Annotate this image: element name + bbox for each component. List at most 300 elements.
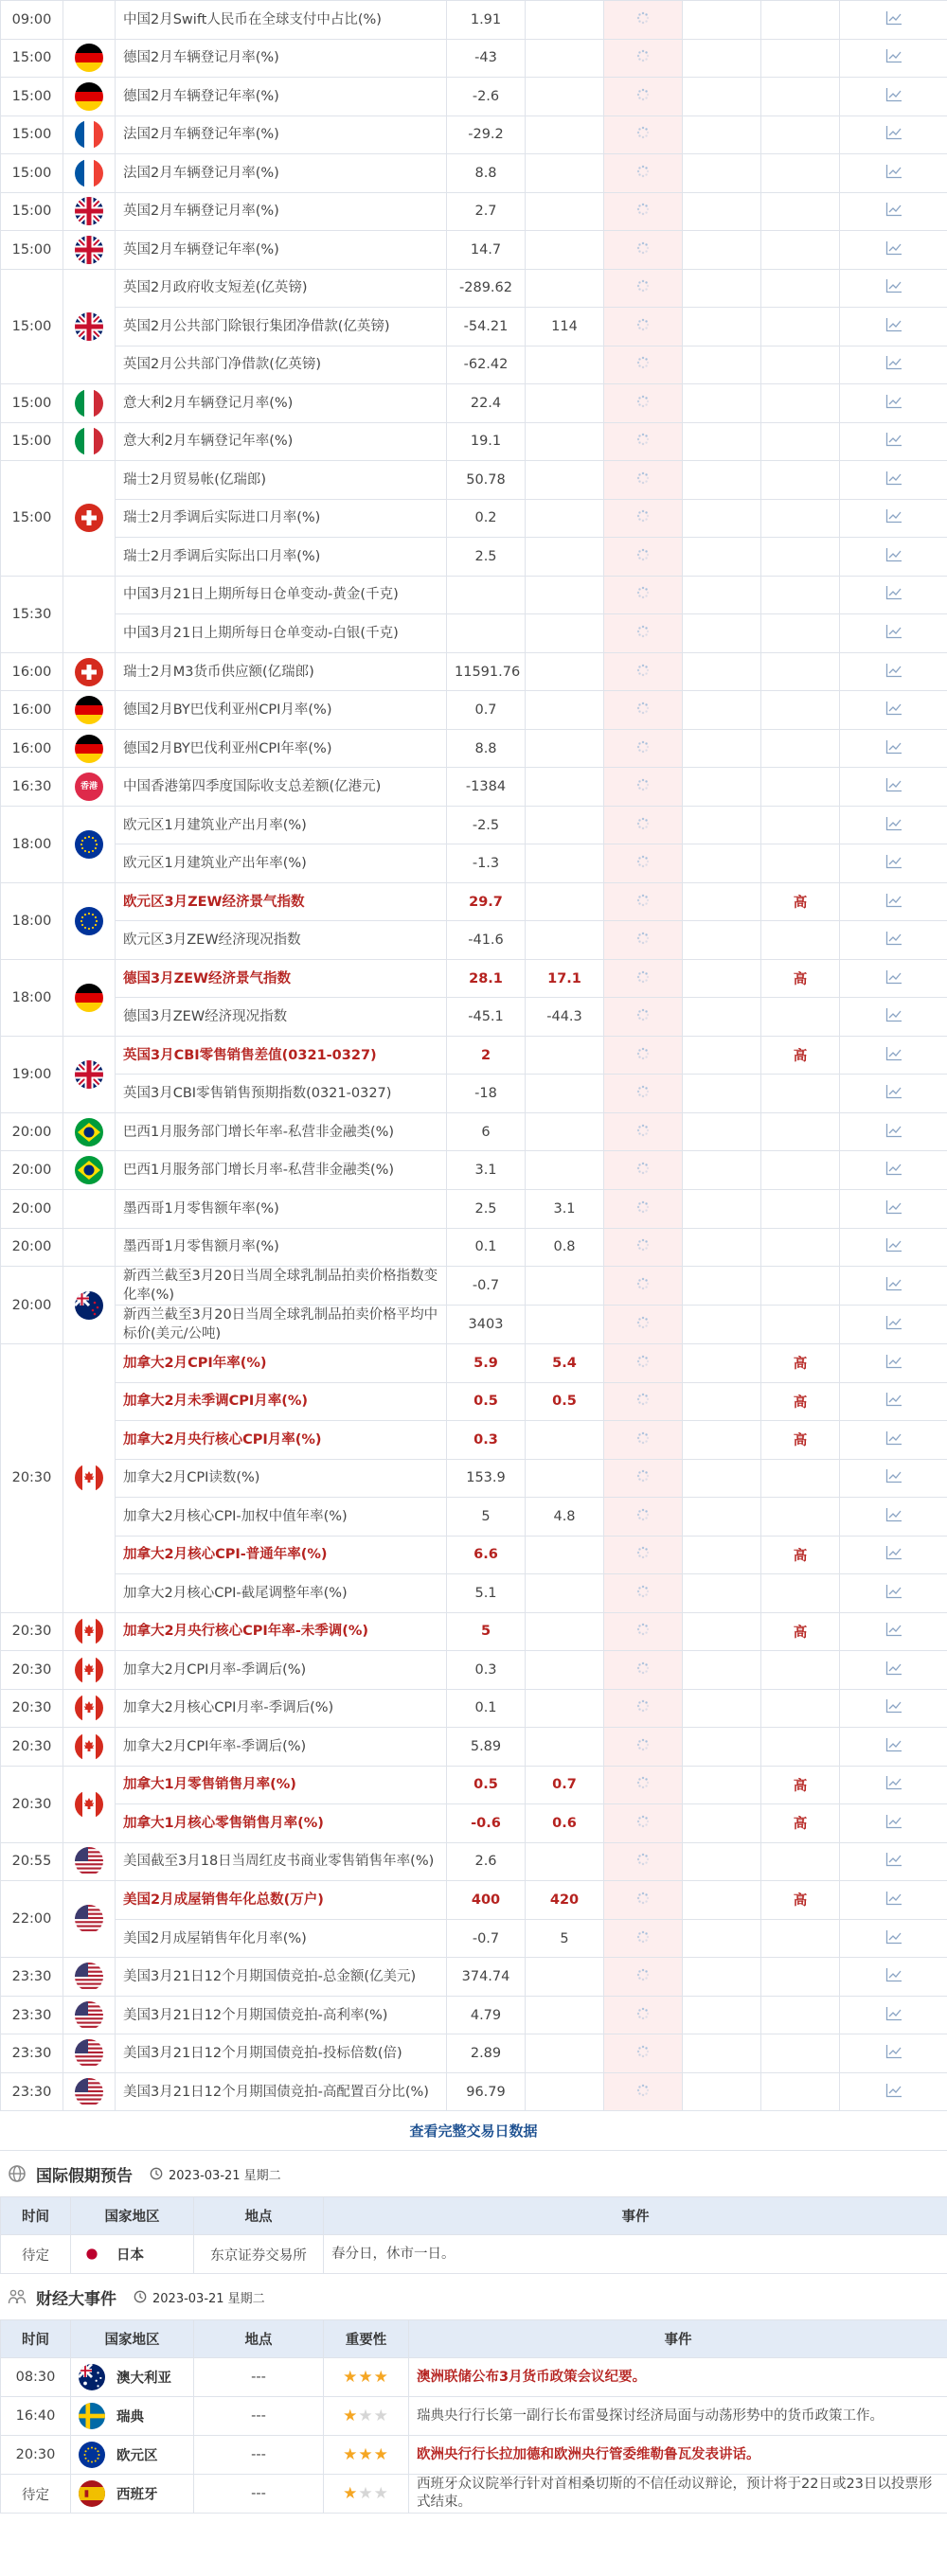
- loading-spinner-icon: [635, 624, 651, 643]
- calendar-row[interactable]: [1, 1536, 947, 1574]
- calendar-row[interactable]: [1, 959, 947, 998]
- calendar-row[interactable]: [1, 691, 947, 730]
- chart-link[interactable]: [840, 384, 947, 423]
- loading-spinner-icon: [635, 1622, 651, 1641]
- indicator-name[interactable]: 加拿大1月零售销售月率(%): [116, 1766, 447, 1804]
- chart-link[interactable]: [840, 231, 947, 270]
- indicator-name[interactable]: 加拿大1月核心零售销售月率(%): [116, 1804, 447, 1843]
- country-flag: [63, 1228, 116, 1267]
- actual-value-loading: [604, 2034, 683, 2073]
- indicator-name[interactable]: 法国2月车辆登记月率(%): [116, 154, 447, 193]
- loading-spinner-icon: [635, 87, 651, 106]
- line-chart-icon[interactable]: [885, 854, 902, 873]
- indicator-name[interactable]: 美国2月成屋销售年化月率(%): [116, 1919, 447, 1958]
- chart-link[interactable]: [840, 499, 947, 538]
- event-place: ---: [194, 2475, 324, 2514]
- indicator-name[interactable]: 意大利2月车辆登记月率(%): [116, 384, 447, 423]
- chart-link[interactable]: [840, 691, 947, 730]
- chart-link[interactable]: [840, 2072, 947, 2111]
- chart-link[interactable]: [840, 729, 947, 768]
- calendar-row[interactable]: [1, 2072, 947, 2111]
- calendar-row[interactable]: [1, 998, 947, 1037]
- calendar-row[interactable]: [1, 1151, 947, 1190]
- flag-us-icon: [75, 2001, 103, 2030]
- previous-value: -45.1: [447, 998, 526, 1037]
- chart-link[interactable]: [840, 1996, 947, 2034]
- indicator-name[interactable]: 德国2月BY巴伐利亚州CPI月率(%): [116, 691, 447, 730]
- forecast-value: [526, 1689, 604, 1728]
- chart-link[interactable]: [840, 1267, 947, 1306]
- chart-link[interactable]: [840, 1804, 947, 1843]
- loading-spinner-icon: [635, 1967, 651, 1986]
- country-flag: [63, 652, 116, 691]
- calendar-row[interactable]: [1, 1306, 947, 1344]
- chart-link[interactable]: [840, 1919, 947, 1958]
- indicator-name[interactable]: 美国3月21日12个月期国债竞拍-总金额(亿美元): [116, 1958, 447, 1997]
- actual-value-loading: [604, 729, 683, 768]
- chart-link[interactable]: [840, 998, 947, 1037]
- chart-link[interactable]: [840, 959, 947, 998]
- calendar-row[interactable]: [1, 1075, 947, 1113]
- line-chart-icon[interactable]: [885, 777, 902, 796]
- forecast-value: [526, 538, 604, 577]
- calendar-row[interactable]: [1, 1228, 947, 1267]
- importance-level: [761, 78, 840, 116]
- forecast-value: 114: [526, 308, 604, 346]
- line-chart-icon[interactable]: [885, 1698, 902, 1717]
- chart-link[interactable]: [840, 1344, 947, 1383]
- line-chart-icon[interactable]: [885, 1123, 902, 1142]
- indicator-name[interactable]: 欧元区1月建筑业产出年率(%): [116, 844, 447, 883]
- previous-value: 153.9: [447, 1459, 526, 1498]
- impact-cell: [683, 115, 761, 154]
- chart-link[interactable]: [840, 1766, 947, 1804]
- forecast-value: [526, 691, 604, 730]
- calendar-row[interactable]: [1, 78, 947, 116]
- chart-link[interactable]: [840, 2034, 947, 2073]
- calendar-row[interactable]: [1, 384, 947, 423]
- line-chart-icon[interactable]: [885, 1237, 902, 1256]
- loading-spinner-icon: [635, 125, 651, 144]
- calendar-row[interactable]: [1, 806, 947, 844]
- calendar-row[interactable]: [1, 1881, 947, 1920]
- line-chart-icon[interactable]: [885, 471, 902, 489]
- line-chart-icon[interactable]: [885, 701, 902, 720]
- indicator-name[interactable]: 英国2月车辆登记年率(%): [116, 231, 447, 270]
- indicator-name[interactable]: 美国截至3月18日当周红皮书商业零售销售年率(%): [116, 1842, 447, 1881]
- line-chart-icon[interactable]: [885, 508, 902, 527]
- indicator-name[interactable]: 德国2月BY巴伐利亚州CPI年率(%): [116, 729, 447, 768]
- chart-link[interactable]: [840, 1228, 947, 1267]
- chart-link[interactable]: [840, 1612, 947, 1651]
- indicator-name[interactable]: 英国2月公共部门净借款(亿英镑): [116, 346, 447, 384]
- calendar-row[interactable]: [1, 1842, 947, 1881]
- calendar-row[interactable]: [1, 1919, 947, 1958]
- forecast-value: [526, 1, 604, 40]
- chart-link[interactable]: [840, 1651, 947, 1690]
- calendar-row[interactable]: [1, 1382, 947, 1421]
- column-header: 国家地区: [71, 2320, 194, 2358]
- calendar-row[interactable]: [1, 538, 947, 577]
- previous-value: [447, 614, 526, 653]
- loading-spinner-icon: [635, 1698, 651, 1717]
- indicator-name[interactable]: 美国3月21日12个月期国债竞拍-高利率(%): [116, 1996, 447, 2034]
- country-flag: [63, 1651, 116, 1690]
- chart-link[interactable]: [840, 1421, 947, 1460]
- line-chart-icon[interactable]: [885, 125, 902, 144]
- indicator-name[interactable]: 英国3月CBI零售销售差值(0321-0327): [116, 1036, 447, 1075]
- calendar-row[interactable]: [1, 1459, 947, 1498]
- indicator-name[interactable]: 巴西1月服务部门增长年率-私营非金融类(%): [116, 1112, 447, 1151]
- chart-link[interactable]: [840, 1306, 947, 1344]
- chart-link[interactable]: [840, 39, 947, 78]
- chart-link[interactable]: [840, 1958, 947, 1997]
- line-chart-icon[interactable]: [885, 1507, 902, 1526]
- loading-spinner-icon: [635, 355, 651, 374]
- line-chart-icon[interactable]: [885, 1775, 902, 1794]
- indicator-name[interactable]: 德国2月车辆登记月率(%): [116, 39, 447, 78]
- calendar-row[interactable]: [1, 1766, 947, 1804]
- chart-link[interactable]: [840, 1459, 947, 1498]
- line-chart-icon[interactable]: [885, 1967, 902, 1986]
- forecast-value: [526, 2072, 604, 2111]
- line-chart-icon[interactable]: [885, 1276, 902, 1295]
- previous-value: 1.91: [447, 1, 526, 40]
- line-chart-icon[interactable]: [885, 1199, 902, 1218]
- line-chart-icon[interactable]: [885, 278, 902, 297]
- forecast-value: [526, 384, 604, 423]
- impact-cell: [683, 192, 761, 231]
- indicator-name[interactable]: 加拿大2月CPI读数(%): [116, 1459, 447, 1498]
- calendar-row[interactable]: [1, 768, 947, 807]
- line-chart-icon[interactable]: [885, 663, 902, 682]
- calendar-row[interactable]: [1, 39, 947, 78]
- event-time: 16:30: [1, 768, 63, 807]
- indicator-name[interactable]: 新西兰截至3月20日当周全球乳制品拍卖价格平均中标价(美元/公吨): [116, 1306, 447, 1344]
- indicator-name[interactable]: 中国3月21日上期所每日仓单变动-黄金(千克): [116, 576, 447, 614]
- calendar-row[interactable]: [1, 1728, 947, 1767]
- chart-link[interactable]: [840, 154, 947, 193]
- chart-link[interactable]: [840, 1842, 947, 1881]
- calendar-row[interactable]: [1, 231, 947, 270]
- previous-value: -289.62: [447, 269, 526, 308]
- indicator-name[interactable]: 英国2月车辆登记月率(%): [116, 192, 447, 231]
- indicator-name[interactable]: 加拿大2月CPI月率-季调后(%): [116, 1651, 447, 1690]
- actual-value-loading: [604, 308, 683, 346]
- calendar-row[interactable]: [1, 1958, 947, 1997]
- chart-link[interactable]: [840, 538, 947, 577]
- calendar-row[interactable]: [1, 1, 947, 40]
- impact-cell: [683, 1189, 761, 1228]
- importance-level: [761, 1958, 840, 1997]
- impact-cell: [683, 269, 761, 308]
- line-chart-icon[interactable]: [885, 1430, 902, 1449]
- chart-link[interactable]: [840, 346, 947, 384]
- chart-link[interactable]: [840, 78, 947, 116]
- line-chart-icon[interactable]: [885, 1661, 902, 1679]
- actual-value-loading: [604, 882, 683, 921]
- actual-value-loading: [604, 1036, 683, 1075]
- line-chart-icon[interactable]: [885, 1315, 902, 1334]
- country-flag: [63, 1, 116, 40]
- calendar-row[interactable]: [1, 1689, 947, 1728]
- indicator-name[interactable]: 法国2月车辆登记年率(%): [116, 115, 447, 154]
- importance-level: [761, 998, 840, 1037]
- previous-value: 28.1: [447, 959, 526, 998]
- calendar-row[interactable]: [1, 499, 947, 538]
- chart-link[interactable]: [840, 461, 947, 500]
- line-chart-icon[interactable]: [885, 10, 902, 29]
- line-chart-icon[interactable]: [885, 969, 902, 988]
- line-chart-icon[interactable]: [885, 87, 902, 106]
- line-chart-icon[interactable]: [885, 1545, 902, 1564]
- chart-link[interactable]: [840, 422, 947, 461]
- line-chart-icon[interactable]: [885, 1007, 902, 1026]
- forecast-value: [526, 921, 604, 960]
- chart-link[interactable]: [840, 652, 947, 691]
- chart-link[interactable]: [840, 1151, 947, 1190]
- indicator-name[interactable]: 德国3月ZEW经济现况指数: [116, 998, 447, 1037]
- chart-link[interactable]: [840, 1574, 947, 1613]
- calendar-row[interactable]: [1, 1996, 947, 2034]
- calendar-row[interactable]: [1, 1804, 947, 1843]
- calendar-row[interactable]: [1, 154, 947, 193]
- event-time: 15:00: [1, 39, 63, 78]
- calendar-row[interactable]: [1, 1344, 947, 1383]
- event-time: 待定: [1, 2475, 71, 2514]
- calendar-row[interactable]: [1, 614, 947, 653]
- column-header: 地点: [194, 2320, 324, 2358]
- event-time: 23:30: [1, 1958, 63, 1997]
- indicator-name[interactable]: 德国3月ZEW经济景气指数: [116, 959, 447, 998]
- line-chart-icon[interactable]: [885, 48, 902, 67]
- indicator-name[interactable]: 瑞士2月M3货币供应额(亿瑞郎): [116, 652, 447, 691]
- line-chart-icon[interactable]: [885, 2044, 902, 2063]
- indicator-name[interactable]: 瑞士2月季调后实际进口月率(%): [116, 499, 447, 538]
- view-full-data-link[interactable]: 查看完整交易日数据: [0, 2111, 947, 2151]
- indicator-name[interactable]: 欧元区3月ZEW经济景气指数: [116, 882, 447, 921]
- indicator-name[interactable]: 意大利2月车辆登记年率(%): [116, 422, 447, 461]
- indicator-name[interactable]: 墨西哥1月零售额年率(%): [116, 1189, 447, 1228]
- indicator-name[interactable]: 加拿大2月CPI年率-季调后(%): [116, 1728, 447, 1767]
- line-chart-icon[interactable]: [885, 893, 902, 912]
- loading-spinner-icon: [635, 1737, 651, 1756]
- line-chart-icon[interactable]: [885, 1929, 902, 1948]
- line-chart-icon[interactable]: [885, 164, 902, 183]
- line-chart-icon[interactable]: [885, 317, 902, 336]
- indicator-name[interactable]: 美国2月成屋销售年化总数(万户): [116, 1881, 447, 1920]
- actual-value-loading: [604, 921, 683, 960]
- indicator-name[interactable]: 美国3月21日12个月期国债竞拍-高配置百分比(%): [116, 2072, 447, 2111]
- country-flag: [63, 384, 116, 423]
- line-chart-icon[interactable]: [885, 1584, 902, 1603]
- calendar-row[interactable]: [1, 461, 947, 500]
- importance-level: [761, 1574, 840, 1613]
- indicator-name[interactable]: 美国3月21日12个月期国债竞拍-投标倍数(倍): [116, 2034, 447, 2073]
- chart-link[interactable]: [840, 1036, 947, 1075]
- line-chart-icon[interactable]: [885, 1737, 902, 1756]
- chart-link[interactable]: [840, 576, 947, 614]
- line-chart-icon[interactable]: [885, 432, 902, 451]
- line-chart-icon[interactable]: [885, 1354, 902, 1373]
- chart-link[interactable]: [840, 806, 947, 844]
- importance-level: [761, 691, 840, 730]
- line-chart-icon[interactable]: [885, 355, 902, 374]
- chart-link[interactable]: [840, 1498, 947, 1537]
- importance-level: [761, 1459, 840, 1498]
- calendar-row[interactable]: [1, 422, 947, 461]
- calendar-row[interactable]: [1, 729, 947, 768]
- event-time: 20:30: [1, 1651, 63, 1690]
- calendar-row[interactable]: [1, 115, 947, 154]
- importance-stars: [324, 2397, 409, 2436]
- line-chart-icon[interactable]: [885, 739, 902, 758]
- line-chart-icon[interactable]: [885, 202, 902, 221]
- line-chart-icon[interactable]: [885, 1814, 902, 1833]
- event-place: ---: [194, 2436, 324, 2475]
- forecast-value: [526, 1151, 604, 1190]
- indicator-name[interactable]: 英国2月政府收支短差(亿英镑): [116, 269, 447, 308]
- calendar-row[interactable]: [1, 652, 947, 691]
- previous-value: 2.89: [447, 2034, 526, 2073]
- event-row: [1, 2397, 947, 2436]
- calendar-row[interactable]: [1, 1421, 947, 1460]
- loading-spinner-icon: [635, 1661, 651, 1679]
- calendar-row[interactable]: [1, 192, 947, 231]
- chart-link[interactable]: [840, 1, 947, 40]
- calendar-row[interactable]: [1, 1267, 947, 1306]
- chart-link[interactable]: [840, 921, 947, 960]
- line-chart-icon[interactable]: [885, 1468, 902, 1487]
- calendar-row[interactable]: [1, 346, 947, 384]
- calendar-row[interactable]: [1, 1498, 947, 1537]
- line-chart-icon[interactable]: [885, 816, 902, 835]
- calendar-row[interactable]: [1, 1651, 947, 1690]
- calendar-row[interactable]: [1, 2034, 947, 2073]
- calendar-row[interactable]: [1, 1574, 947, 1613]
- calendar-row[interactable]: [1, 308, 947, 346]
- chart-link[interactable]: [840, 192, 947, 231]
- line-chart-icon[interactable]: [885, 2006, 902, 2025]
- line-chart-icon[interactable]: [885, 394, 902, 413]
- calendar-row[interactable]: [1, 576, 947, 614]
- line-chart-icon[interactable]: [885, 1392, 902, 1411]
- chart-link[interactable]: [840, 882, 947, 921]
- globe-icon: [8, 2164, 27, 2183]
- chart-link[interactable]: [840, 1189, 947, 1228]
- line-chart-icon[interactable]: [885, 585, 902, 604]
- chart-link[interactable]: [840, 1881, 947, 1920]
- indicator-name[interactable]: 巴西1月服务部门增长月率-私营非金融类(%): [116, 1151, 447, 1190]
- actual-value-loading: [604, 1151, 683, 1190]
- line-chart-icon[interactable]: [885, 547, 902, 566]
- calendar-row[interactable]: [1, 1612, 947, 1651]
- chart-link[interactable]: [840, 1728, 947, 1767]
- actual-value-loading: [604, 192, 683, 231]
- indicator-name[interactable]: 新西兰截至3月20日当周全球乳制品拍卖价格指数变化率(%): [116, 1267, 447, 1306]
- column-header: 重要性: [324, 2320, 409, 2358]
- impact-cell: [683, 1728, 761, 1767]
- loading-spinner-icon: [635, 1237, 651, 1256]
- event-time: 15:00: [1, 192, 63, 231]
- line-chart-icon[interactable]: [885, 1084, 902, 1103]
- impact-cell: [683, 844, 761, 883]
- indicator-name[interactable]: 加拿大2月央行核心CPI月率(%): [116, 1421, 447, 1460]
- indicator-name[interactable]: 欧元区1月建筑业产出月率(%): [116, 806, 447, 844]
- importance-level: 高: [761, 1344, 840, 1383]
- previous-value: 22.4: [447, 384, 526, 423]
- chart-link[interactable]: [840, 614, 947, 653]
- calendar-row[interactable]: [1, 1189, 947, 1228]
- line-chart-icon[interactable]: [885, 1046, 902, 1065]
- forecast-value: [526, 1536, 604, 1574]
- indicator-name[interactable]: 中国香港第四季度国际收支总差额(亿港元): [116, 768, 447, 807]
- event-row: [1, 2475, 947, 2514]
- calendar-row[interactable]: [1, 882, 947, 921]
- chart-link[interactable]: [840, 844, 947, 883]
- country-name: 日本: [116, 2247, 144, 2264]
- indicator-name[interactable]: 瑞士2月贸易帐(亿瑞郎): [116, 461, 447, 500]
- indicator-name[interactable]: 加拿大2月核心CPI月率-季调后(%): [116, 1689, 447, 1728]
- indicator-name[interactable]: 中国2月Swift人民币在全球支付中占比(%): [116, 1, 447, 40]
- chart-link[interactable]: [840, 269, 947, 308]
- line-chart-icon[interactable]: [885, 240, 902, 259]
- indicator-name[interactable]: 墨西哥1月零售额月率(%): [116, 1228, 447, 1267]
- indicator-name[interactable]: 中国3月21日上期所每日仓单变动-白银(千克): [116, 614, 447, 653]
- calendar-row[interactable]: [1, 921, 947, 960]
- forecast-value: [526, 1728, 604, 1767]
- indicator-name[interactable]: 加拿大2月核心CPI-截尾调整年率(%): [116, 1574, 447, 1613]
- event-time: 15:00: [1, 422, 63, 461]
- loading-spinner-icon: [635, 969, 651, 988]
- indicator-name[interactable]: 德国2月车辆登记年率(%): [116, 78, 447, 116]
- chart-link[interactable]: [840, 1689, 947, 1728]
- chart-link[interactable]: [840, 115, 947, 154]
- line-chart-icon[interactable]: [885, 624, 902, 643]
- line-chart-icon[interactable]: [885, 1161, 902, 1180]
- line-chart-icon[interactable]: [885, 1622, 902, 1641]
- chart-link[interactable]: [840, 1382, 947, 1421]
- chart-link[interactable]: [840, 1536, 947, 1574]
- star-icon: ★: [343, 2484, 359, 2504]
- chart-link[interactable]: [840, 1112, 947, 1151]
- indicator-name[interactable]: 欧元区3月ZEW经济现况指数: [116, 921, 447, 960]
- indicator-name[interactable]: 加拿大2月未季调CPI月率(%): [116, 1382, 447, 1421]
- indicator-name[interactable]: 瑞士2月季调后实际出口月率(%): [116, 538, 447, 577]
- impact-cell: [683, 346, 761, 384]
- calendar-row[interactable]: [1, 1112, 947, 1151]
- chart-link[interactable]: [840, 768, 947, 807]
- calendar-row[interactable]: [1, 844, 947, 883]
- line-chart-icon[interactable]: [885, 1852, 902, 1871]
- indicator-name[interactable]: 英国3月CBI零售销售预期指数(0321-0327): [116, 1075, 447, 1113]
- previous-value: -43: [447, 39, 526, 78]
- chart-link[interactable]: [840, 308, 947, 346]
- line-chart-icon[interactable]: [885, 2083, 902, 2102]
- calendar-row[interactable]: [1, 269, 947, 308]
- indicator-name[interactable]: 加拿大2月央行核心CPI年率-未季调(%): [116, 1612, 447, 1651]
- actual-value-loading: [604, 959, 683, 998]
- calendar-row[interactable]: [1, 1036, 947, 1075]
- impact-cell: [683, 1421, 761, 1460]
- indicator-name[interactable]: 加拿大2月核心CPI-加权中值年率(%): [116, 1498, 447, 1537]
- indicator-name[interactable]: 加拿大2月核心CPI-普通年率(%): [116, 1536, 447, 1574]
- indicator-name[interactable]: 英国2月公共部门除银行集团净借款(亿英镑): [116, 308, 447, 346]
- line-chart-icon[interactable]: [885, 931, 902, 950]
- chart-link[interactable]: [840, 1075, 947, 1113]
- indicator-name[interactable]: 加拿大2月CPI年率(%): [116, 1344, 447, 1383]
- line-chart-icon[interactable]: [885, 1891, 902, 1910]
